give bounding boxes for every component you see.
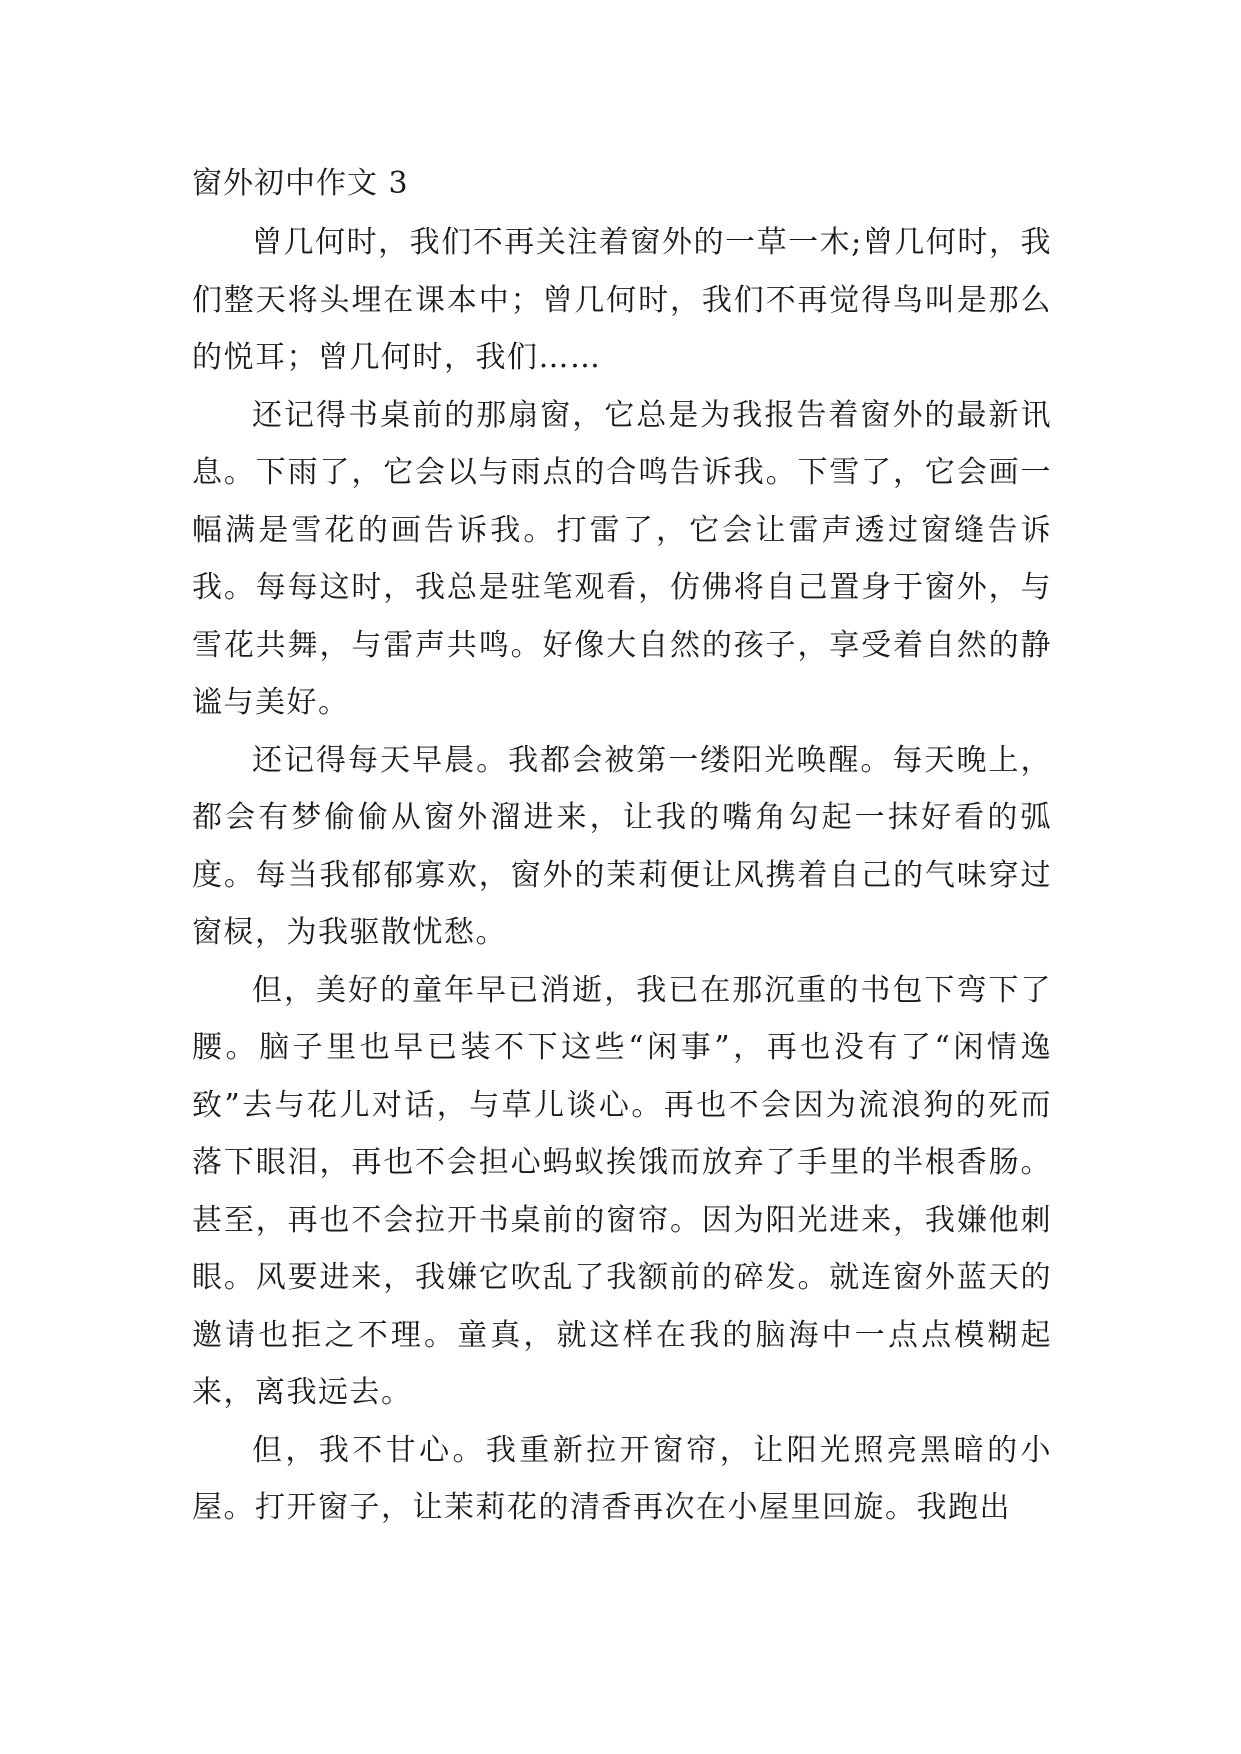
paragraph-1: 曾几何时，我们不再关注着窗外的一草一木;曾几何时，我们整天将头埋在课本中；曾几何时，我们不再觉得鸟叫是那么的悦耳；曾几何时，我们…… bbox=[192, 225, 1052, 375]
document-title: 窗外初中作文 3 bbox=[192, 166, 409, 201]
paragraph-3: 还记得每天早晨。我都会被第一缕阳光唤醒。每天晚上，都会有梦偷偷从窗外溜进来，让我的嘴角勾起一抹好看的弧度。每当我郁郁寡欢，窗外的茉莉便让风携着自己的气味穿过窗棂，为我驱散忧愁。 bbox=[192, 742, 1052, 950]
paragraph-4: 但，美好的童年早已消逝，我已在那沉重的书包下弯下了腰。脑子里也早已装不下这些“闲事”，再也没有了“闲情逸致”去与花儿对话，与草儿谈心。再也不会因为流浪狗的死而落下眼泪，再也不会担心蚂蚁挨饿而放弃了手里的半根香肠。甚至，再也不会拉开书桌前的窗帘。因为阳光进来，我嫌他刺眼。风要进来，我嫌它吹乱了我额前的碎发。就连窗外蓝天的邀请也拒之不理。童真，就这样在我的脑海中一点点模糊起来，离我远去。 bbox=[192, 972, 1052, 1410]
document-page bbox=[192, 162, 1052, 1537]
paragraph-5: 但，我不甘心。我重新拉开窗帘，让阳光照亮黑暗的小屋。打开窗子，让茉莉花的清香再次在小屋里回旋。我跑出 bbox=[192, 1432, 1052, 1525]
paragraph-2: 还记得书桌前的那扇窗，它总是为我报告着窗外的最新讯息。下雨了，它会以与雨点的合鸣告诉我。下雪了，它会画一幅满是雪花的画告诉我。打雷了，它会让雷声透过窗缝告诉我。每每这时，我总是驻笔观看，仿佛将自己置身于窗外，与雪花共舞，与雷声共鸣。好像大自然的孩子，享受着自然的静谧与美好。 bbox=[192, 397, 1052, 720]
